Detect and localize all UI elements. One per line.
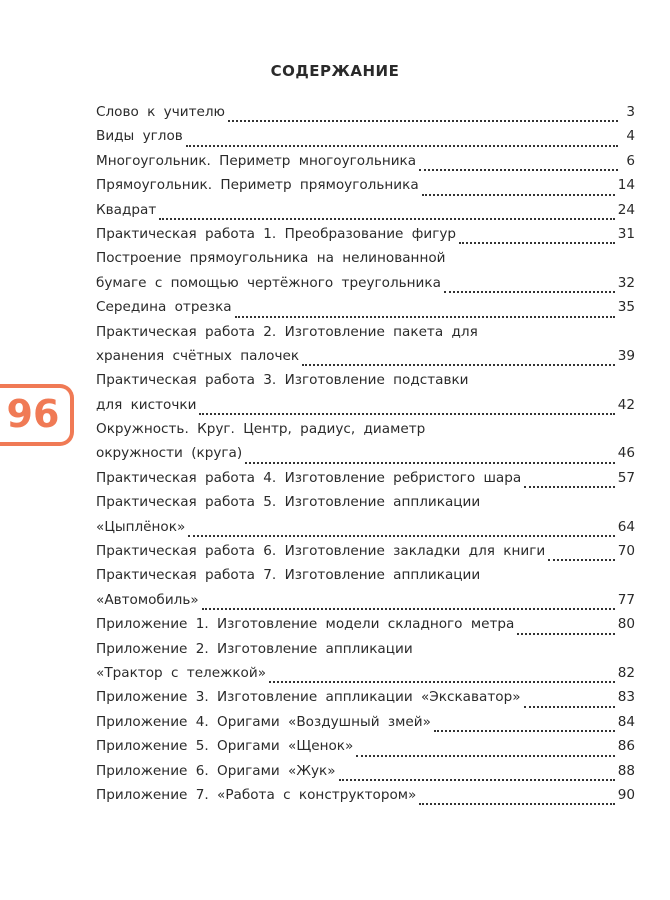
page-number: 96 [6,392,60,436]
dot-leader [199,413,614,415]
toc-entry-title: Квадрат [96,201,157,218]
dot-leader [548,559,615,561]
toc-entry[interactable] [96,763,635,787]
toc-entry-title: хранения счётных палочек [96,347,300,364]
toc-entry-title: Практическая работа 1. Преобразование фигур [96,225,457,242]
toc-entry[interactable] [96,324,635,373]
dot-leader [524,486,614,488]
toc-entry[interactable] [96,421,635,470]
toc-entry-page: 14 [617,177,635,194]
toc-entry[interactable] [96,616,635,640]
toc-entry[interactable] [96,641,635,690]
toc-entry-title: Приложение 3. Изготовление аппликации «Экскаватор» [96,689,521,706]
toc-entry-line [96,616,635,640]
dot-leader [434,730,615,732]
toc-entry[interactable] [96,494,635,543]
toc-entry-line [96,445,635,469]
toc-entry-title: для кисточки [96,396,197,413]
toc-entry-line [96,397,635,421]
dot-leader [444,291,615,293]
toc-entry-line [96,226,635,250]
dot-leader [269,681,615,683]
dot-leader [356,755,614,757]
dot-leader [302,364,615,366]
dot-leader [159,218,614,220]
toc-entry-title: Прямоугольник. Периметр прямоугольника [96,177,419,194]
toc-entry-page: 80 [617,616,635,633]
toc-entry-line [96,519,635,543]
toc-entry-page: 6 [626,152,635,169]
dot-leader [245,462,615,464]
toc-entry-line [96,738,635,762]
dot-leader [459,242,615,244]
toc-entry-page: 70 [617,543,635,560]
toc-entry-line [96,372,635,396]
dot-leader [235,316,615,318]
toc-entry-page: 39 [617,347,635,364]
toc-entry-title: Окружность. Круг. Центр, радиус, диаметр [96,421,426,438]
toc-entry-title: Приложение 4. Оригами «Воздушный змей» [96,713,431,730]
toc-entry-page: 4 [626,128,635,145]
toc-entry[interactable] [96,226,635,250]
toc-entry-page: 24 [617,201,635,218]
toc-entry[interactable] [96,250,635,299]
toc-entry-line [96,104,635,128]
toc-entry[interactable] [96,372,635,421]
toc-entry[interactable] [96,689,635,713]
toc-entry[interactable] [96,128,635,152]
toc-entry-title: Приложение 6. Оригами «Жук» [96,762,336,779]
toc-entry-page: 46 [617,445,635,462]
toc-entry-page: 32 [617,274,635,291]
toc-entry[interactable] [96,177,635,201]
toc-entry-page: 64 [617,518,635,535]
toc-entry-page: 82 [617,664,635,681]
toc-entry-title: Практическая работа 3. Изготовление подставки [96,372,469,389]
dot-leader [188,535,614,537]
toc-entry-page: 86 [617,738,635,755]
dot-leader [419,169,618,171]
dot-leader [524,706,615,708]
toc-entry[interactable] [96,543,635,567]
page-title: СОДЕРЖАНИЕ [270,62,400,80]
toc-entry[interactable] [96,104,635,128]
toc-entry-title: «Трактор с тележкой» [96,664,267,681]
toc-entry-line [96,714,635,738]
toc-entry-line [96,494,635,518]
toc-entry-line [96,641,635,665]
toc-entry-page: 31 [617,225,635,242]
toc-entry-page: 88 [617,762,635,779]
toc-entry-line [96,470,635,494]
toc-entry-title: Построение прямоугольника на нелинованной [96,250,446,267]
toc-entry-title: Практическая работа 4. Изготовление ребристого шара [96,469,522,486]
dot-leader [517,633,614,635]
toc-entry-title: Практическая работа 5. Изготовление аппликации [96,494,481,511]
toc-entry[interactable] [96,470,635,494]
dot-leader [202,608,615,610]
toc-entry[interactable] [96,714,635,738]
toc-entry-line [96,250,635,274]
toc-entry-title: Виды углов [96,128,183,145]
toc-entry-title: бумаге с помощью чертёжного треугольника [96,274,441,291]
dot-leader [228,120,618,122]
dot-leader [419,803,614,805]
toc-entry-title: Практическая работа 6. Изготовление закладки для книги [96,543,546,560]
toc-entry-title: Приложение 5. Оригами «Щенок» [96,738,354,755]
toc-entry-line [96,592,635,616]
toc-entry-title: «Цыплёнок» [96,518,186,535]
page-number-badge [0,384,74,446]
toc-entry-line [96,421,635,445]
toc-entry-line [96,567,635,591]
toc-entry-page: 3 [626,104,635,120]
toc-entry-page: 90 [617,786,635,803]
toc-entry-title: Середина отрезка [96,299,232,316]
toc-entry[interactable] [96,153,635,177]
toc-entry-page: 35 [617,299,635,316]
toc-entry-title: Практическая работа 2. Изготовление пакета для [96,323,478,340]
dot-leader [339,779,615,781]
toc-entry-line [96,324,635,348]
toc-entry-line [96,763,635,787]
toc-entry[interactable] [96,567,635,616]
toc-entry-title: Приложение 2. Изготовление аппликации [96,640,413,657]
toc-entry-page: 57 [617,469,635,486]
toc-entry[interactable] [96,299,635,323]
toc-entry-line [96,689,635,713]
toc-entry-title: Многоугольник. Периметр многоугольника [96,152,417,169]
toc-entry[interactable] [96,202,635,226]
toc-entry-title: окружности (круга) [96,445,243,462]
toc-entry-page: 42 [617,396,635,413]
table-of-contents [96,104,635,811]
toc-entry-line [96,787,635,811]
toc-entry-line [96,348,635,372]
dot-leader [186,145,618,147]
toc-entry-title: Практическая работа 7. Изготовление аппликации [96,567,481,584]
toc-entry-line [96,299,635,323]
toc-entry[interactable] [96,787,635,811]
toc-entry-page: 83 [617,689,635,706]
toc-entry-line [96,177,635,201]
toc-entry-title: «Автомобиль» [96,591,199,608]
toc-entry-line [96,275,635,299]
toc-entry-line [96,128,635,152]
toc-entry-line [96,543,635,567]
toc-entry[interactable] [96,738,635,762]
toc-entry-page: 77 [617,591,635,608]
toc-entry-title: Приложение 7. «Работа с конструктором» [96,786,417,803]
toc-entry-line [96,202,635,226]
toc-entry-line [96,153,635,177]
dot-leader [422,194,615,196]
toc-entry-page: 84 [617,713,635,730]
toc-entry-title: Слово к учителю [96,104,226,120]
toc-entry-line [96,665,635,689]
toc-entry-title: Приложение 1. Изготовление модели складного метра [96,616,515,633]
